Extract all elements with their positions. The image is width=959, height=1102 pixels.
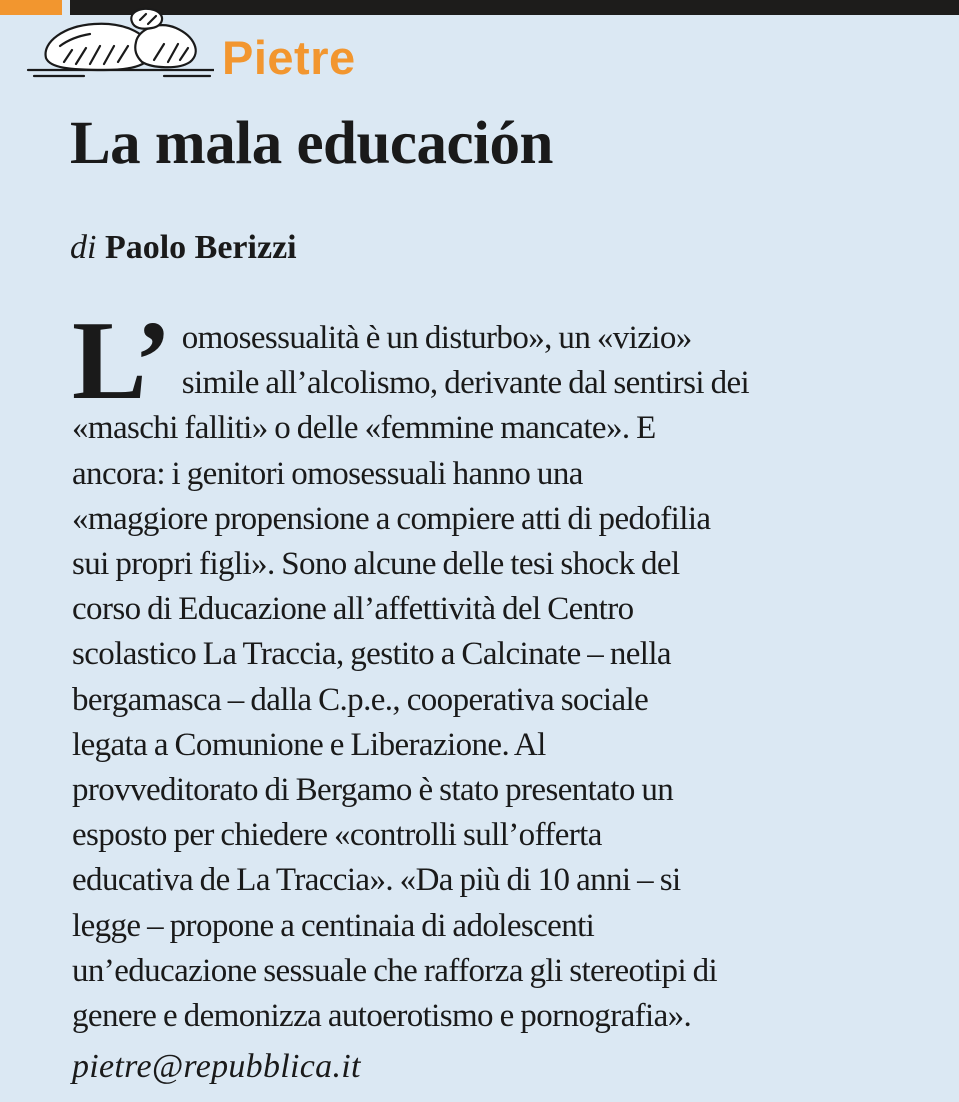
byline: [70, 226, 297, 270]
contact-email: pietre@repubblica.it: [72, 1048, 361, 1085]
article-body: [72, 299, 944, 1039]
body-line: «maggiore propensione a compiere atti di pedofilia: [72, 500, 711, 537]
stones-drawing-icon: [24, 4, 214, 84]
article-title: La mala educación: [70, 110, 553, 177]
body-line: omosessualità è un disturbo», un «vizio»: [181, 320, 692, 356]
body-line: corso di Educazione all’affettività del Centro: [72, 591, 634, 628]
section-label: Pietre: [222, 31, 356, 84]
body-line: sui propri figli». Sono alcune delle tesi shock del: [72, 546, 680, 583]
body-line: legata a Comunione e Liberazione. Al: [72, 726, 546, 763]
body-line: bergamasca – dalla C.p.e., cooperativa sociale: [72, 681, 649, 718]
byline-prefix: di: [70, 229, 97, 266]
body-line: ancora: i genitori omosessuali hanno una: [72, 455, 583, 492]
body-line: genere e demonizza autoerotismo e pornografia».: [72, 998, 692, 1035]
drop-cap: L’: [72, 299, 170, 423]
body-line: simile all’alcolismo, derivante dal sentirsi dei: [181, 365, 750, 402]
body-line: esposto per chiedere «controlli sull’offerta: [72, 817, 602, 854]
body-line: scolastico La Traccia, gestito a Calcinate – nella: [72, 636, 671, 673]
body-line: un’educazione sessuale che rafforza gli stereotipi di: [72, 952, 718, 989]
body-line: provveditorato di Bergamo è stato presentato un: [72, 772, 674, 809]
body-line: legge – propone a centinaia di adolescenti: [72, 907, 595, 944]
author-name: Paolo Berizzi: [104, 229, 297, 266]
body-line: «maschi falliti» o delle «femmine mancate». E: [72, 410, 656, 447]
body-line: educativa de La Traccia». «Da più di 10 anni – si: [72, 862, 681, 899]
